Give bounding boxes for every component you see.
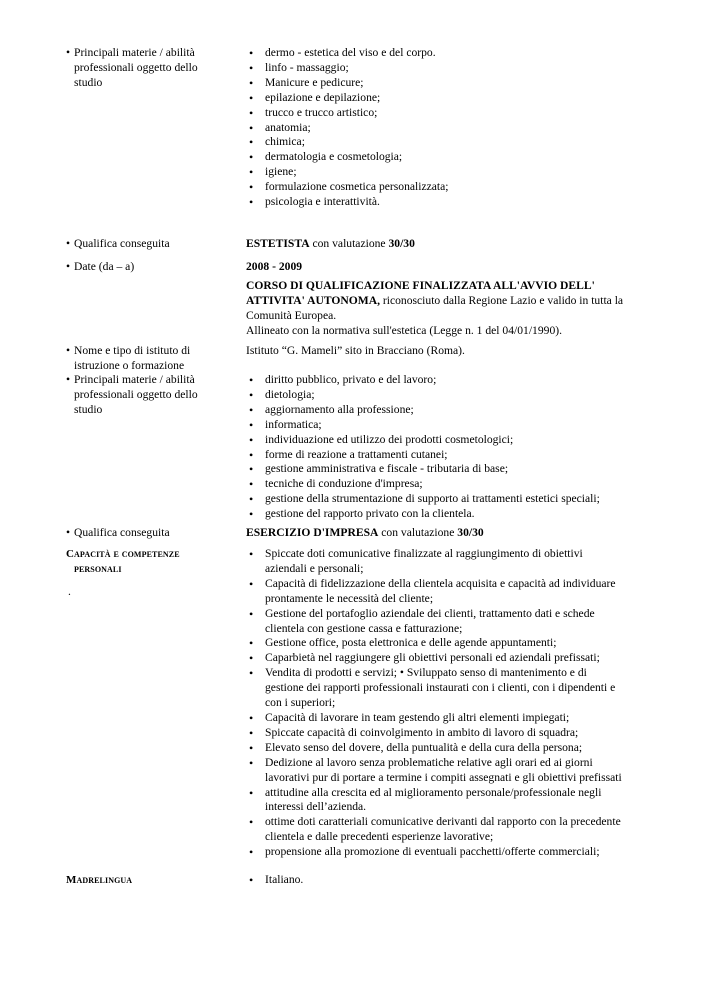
heading-capacita-line2: personali xyxy=(74,562,122,575)
list-item: • informatica; xyxy=(246,418,626,433)
list-item: • Elevato senso del dovere, della puntualità e della cura della persona; xyxy=(246,741,626,756)
date-range: 2008 - 2009 xyxy=(246,260,303,273)
list-item: • attitudine alla crescita ed al miglioramento personale/professionale negli interessi dell’azienda. xyxy=(246,786,626,816)
course-description xyxy=(246,279,626,339)
list-item: • psicologia e interattività. xyxy=(246,195,626,210)
list-item: • dermo - estetica del viso e del corpo. xyxy=(246,46,626,61)
list-item: • ottime doti caratteriali comunicative derivanti dal rapporto con la precedente clientela e dalle precedenti esperienze lavorative; xyxy=(246,815,626,845)
label-materie xyxy=(66,46,216,91)
list-item: • Gestione office, posta elettronica e delle agende appuntamenti; xyxy=(246,636,626,651)
list-item: • anatomia; xyxy=(246,121,626,136)
label-qualifica-2-text: • Qualifica conseguita xyxy=(66,526,216,541)
materie-list xyxy=(246,46,626,210)
label-materie-text: • Principali materie / abilità professionali oggetto dello studio xyxy=(66,46,216,91)
list-item: • formulazione cosmetica personalizzata; xyxy=(246,180,626,195)
qualifica-2-title: ESERCIZIO D'IMPRESA xyxy=(246,526,379,539)
course-desc: riconosciuto dalla Regione Lazio e valido in tutta la Comunità Europea. xyxy=(246,293,624,322)
list-item: • tecniche di conduzione d'impresa; xyxy=(246,477,626,492)
istituto-value: Istituto “G. Mameli” sito in Bracciano (Roma). xyxy=(246,344,465,357)
list-item: • dietologia; xyxy=(246,388,626,403)
capacita-list xyxy=(246,547,626,860)
materie-2-list xyxy=(246,373,626,522)
list-item: • propensione alla promozione di eventuali pacchetti/offerte commerciali; xyxy=(246,845,626,860)
qualifica-value xyxy=(246,237,626,252)
stray-dot: . xyxy=(68,585,71,598)
list-item: • linfo - massaggio; xyxy=(246,61,626,76)
label-istituto xyxy=(66,344,216,374)
qualifica-2-mid: con valutazione xyxy=(378,526,458,539)
qualifica-score: 30/30 xyxy=(388,237,415,250)
label-date xyxy=(66,260,216,275)
list-item: • gestione amministrativa e fiscale - tributaria di base; xyxy=(246,462,626,477)
list-item: • dermatologia e cosmetologia; xyxy=(246,150,626,165)
course-title: CORSO DI QUALIFICAZIONE FINALIZZATA ALL'AVVIO DELL' ATTIVITA' AUTONOMA, xyxy=(246,279,595,307)
materie-list-container xyxy=(246,46,626,210)
list-item: • gestione della strumentazione di supporto ai trattamenti estetici speciali; xyxy=(246,492,626,507)
list-item: • Spiccate capacità di coinvolgimento in ambito di lavoro di squadra; xyxy=(246,726,626,741)
label-istituto-text: • Nome e tipo di istituto di istruzione o formazione xyxy=(66,344,216,374)
heading-capacita xyxy=(66,547,216,577)
heading-madrelingua: Madrelingua xyxy=(66,874,133,886)
list-item: • trucco e trucco artistico; xyxy=(246,106,626,121)
madrelingua-list-container xyxy=(246,873,626,888)
list-item: • igiene; xyxy=(246,165,626,180)
label-materie-2-text: • Principali materie / abilità professionali oggetto dello studio xyxy=(66,373,216,418)
label-qualifica xyxy=(66,237,216,252)
list-item: • diritto pubblico, privato e del lavoro; xyxy=(246,373,626,388)
qualifica-2-score: 30/30 xyxy=(457,526,484,539)
list-item: • Manicure e pedicure; xyxy=(246,76,626,91)
list-item: • epilazione e depilazione; xyxy=(246,91,626,106)
date-value xyxy=(246,260,626,275)
list-item: • Capacità di fidelizzazione della clientela acquisita e capacità ad individuare prontamente le necessità del cliente; xyxy=(246,577,626,607)
list-item: • Italiano. xyxy=(246,873,626,888)
qualifica-title: ESTETISTA xyxy=(246,237,310,250)
madrelingua-list xyxy=(246,873,626,888)
list-item: • Caparbietà nel raggiungere gli obiettivi personali ed aziendali prefissati; xyxy=(246,651,626,666)
list-item: • individuazione ed utilizzo dei prodotti cosmetologici; xyxy=(246,433,626,448)
list-item: • Vendita di prodotti e servizi; • Sviluppato senso di mantenimento e di gestione dei rapporti professionali instaurati con i clienti, con i dipendenti e con i superiori; xyxy=(246,666,626,711)
list-item: • gestione del rapporto privato con la clientela. xyxy=(246,507,626,522)
list-item: • aggiornamento alla professione; xyxy=(246,403,626,418)
label-date-text: • Date (da – a) xyxy=(66,260,216,275)
qualifica-2-value xyxy=(246,526,626,541)
list-item: • Spiccate doti comunicative finalizzate al raggiungimento di obiettivi aziendali e personali; xyxy=(246,547,626,577)
course-normativa: Allineato con la normativa sull'estetica (Legge n. 1 del 04/01/1990). xyxy=(246,323,562,337)
label-qualifica-text: • Qualifica conseguita xyxy=(66,237,216,252)
capacita-list-container xyxy=(246,547,626,860)
list-item: • Gestione del portafoglio aziendale dei clienti, trattamento dati e schede clientela con gestione cassa e fatturazione; xyxy=(246,607,626,637)
qualifica-mid: con valutazione xyxy=(309,237,389,250)
list-item: • Capacità di lavorare in team gestendo gli altri elementi impiegati; xyxy=(246,711,626,726)
materie-2-list-container xyxy=(246,373,626,522)
label-qualifica-2 xyxy=(66,526,216,541)
list-item: • Dedizione al lavoro senza problematiche relative agli orari ed ai giorni lavorativi pur di portare a termine i compiti assegnati e gli obiettivi prefissati xyxy=(246,756,626,786)
heading-capacita-line1: Capacità e competenze xyxy=(66,548,180,560)
list-item: • forme di reazione a trattamenti cutanei; xyxy=(246,448,626,463)
list-item: • chimica; xyxy=(246,135,626,150)
label-materie-2 xyxy=(66,373,216,418)
